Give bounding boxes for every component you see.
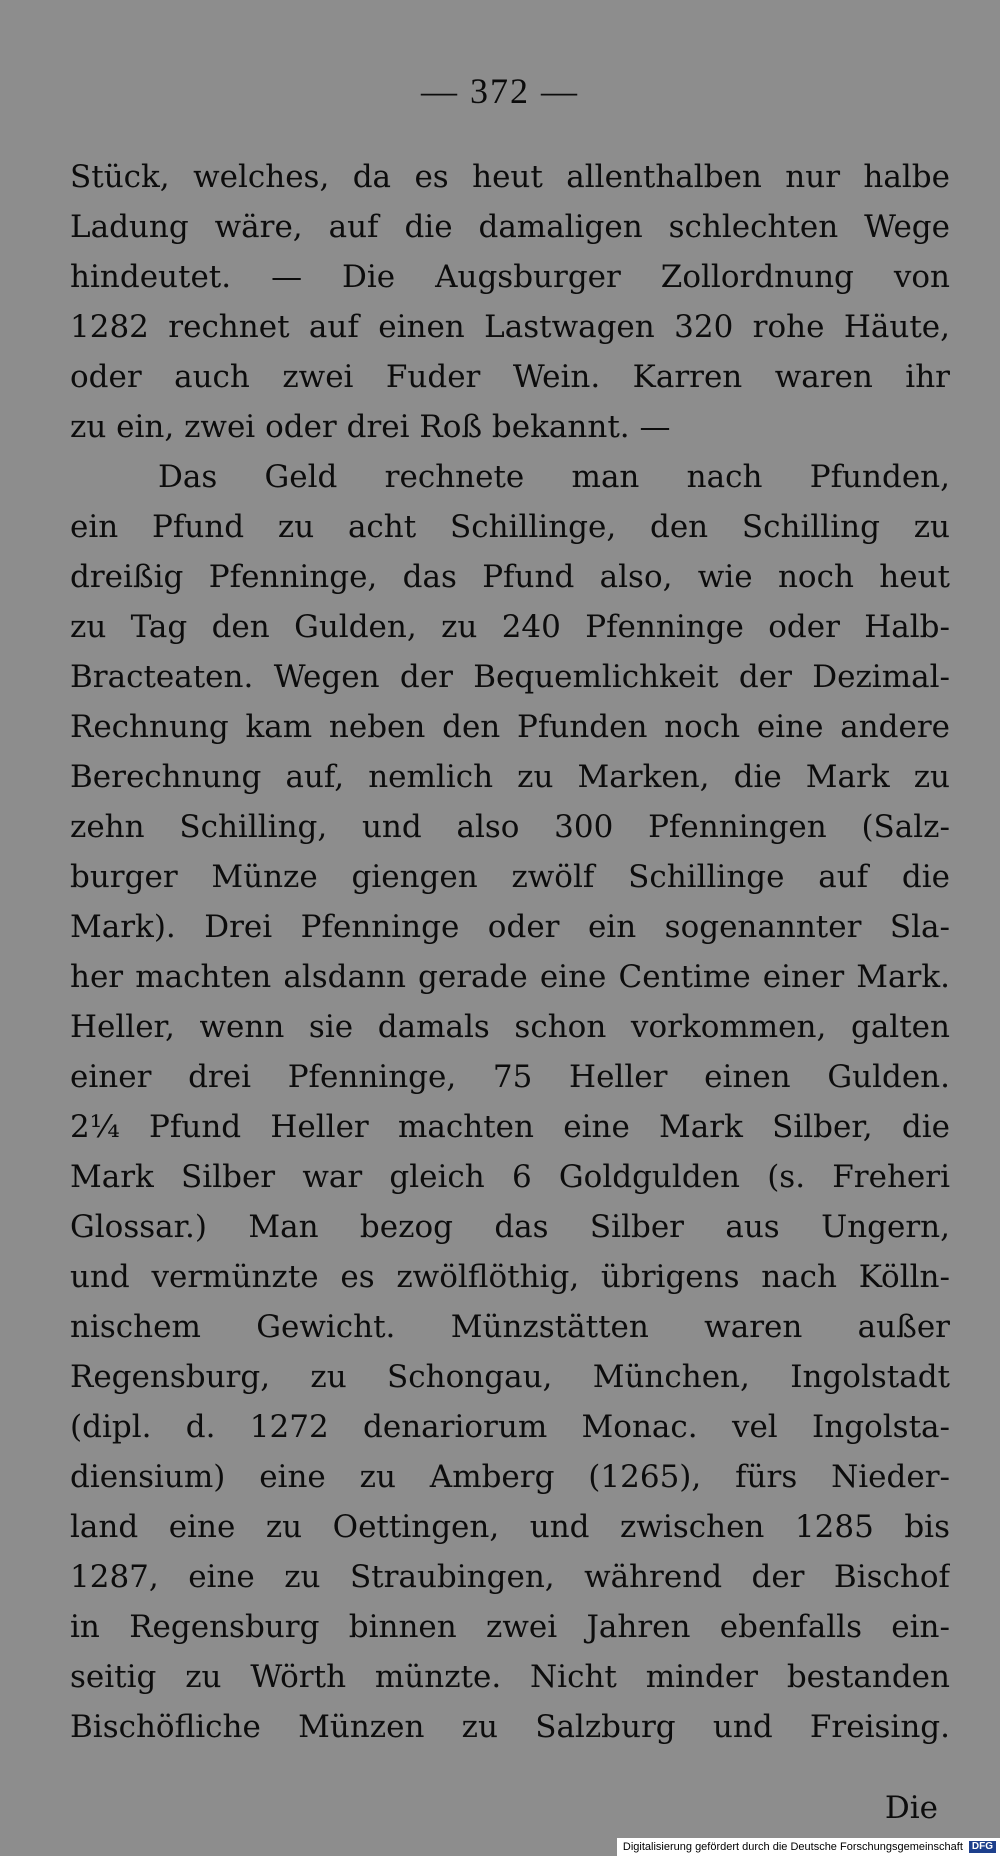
text-line: zehn Schilling, und also 300 Pfenningen (Salz- (70, 809, 950, 845)
text-line: Das Geld rechnete man nach Pfunden, (158, 459, 950, 495)
text-line: Mark). Drei Pfenninge oder ein sogenannter Sla- (70, 909, 950, 945)
paragraph (70, 452, 950, 1752)
text-line: Mark Silber war gleich 6 Goldgulden (s. Freheri (70, 1159, 950, 1195)
text-line: Regensburg, zu Schongau, München, Ingolstadt (70, 1359, 950, 1395)
text-line: oder auch zwei Fuder Wein. Karren waren ihr (70, 359, 950, 395)
text-line: zu Tag den Gulden, zu 240 Pfenninge oder Halb- (70, 609, 950, 645)
text-line: her machten alsdann gerade eine Centime einer Mark. (70, 959, 950, 995)
text-line: einer drei Pfenninge, 75 Heller einen Gulden. (70, 1059, 950, 1095)
text-line: nischem Gewicht. Münzstätten waren außer (70, 1309, 950, 1345)
catchword: Die (884, 1790, 938, 1826)
text-line: Bischöfliche Münzen zu Salzburg und Freising. (70, 1709, 950, 1745)
text-line: Glossar.) Man bezog das Silber aus Ungern, (70, 1209, 950, 1245)
text-line: seitig zu Wörth münzte. Nicht minder bestanden (70, 1659, 950, 1695)
text-line: 2¼ Pfund Heller machten eine Mark Silber, die (70, 1109, 950, 1145)
page-number: — 372 — (421, 71, 579, 111)
text-line: 1287, eine zu Straubingen, während der Bischof (70, 1559, 950, 1595)
paragraph (70, 152, 950, 452)
text-line: ein Pfund zu acht Schillinge, den Schilling zu (70, 509, 950, 545)
footer-text: Digitalisierung gefördert durch die Deutsche Forschungsgemeinschaft (622, 1841, 963, 1853)
text-line: (dipl. d. 1272 denariorum Monac. vel Ingolsta- (70, 1409, 950, 1445)
text-line: hindeutet. — Die Augsburger Zollordnung von (70, 259, 950, 295)
text-line: in Regensburg binnen zwei Jahren ebenfalls ein- (70, 1609, 950, 1645)
page-body (70, 152, 950, 1752)
text-line: Bracteaten. Wegen der Bequemlichkeit der Dezimal- (70, 659, 950, 695)
text-line: land eine zu Oettingen, und zwischen 1285 bis (70, 1509, 950, 1545)
text-line: 1282 rechnet auf einen Lastwagen 320 rohe Häute, (70, 309, 950, 345)
text-line: dreißig Pfenninge, das Pfund also, wie noch heut (70, 559, 950, 595)
text-line: und vermünzte es zwölflöthig, übrigens nach Kölln- (70, 1259, 950, 1295)
text-line: Ladung wäre, auf die damaligen schlechten Wege (70, 209, 950, 245)
text-line: Rechnung kam neben den Pfunden noch eine andere (70, 709, 950, 745)
text-line: Stück, welches, da es heut allenthalben nur halbe (70, 159, 950, 195)
text-line: zu ein, zwei oder drei Roß bekannt. — (70, 409, 671, 445)
text-line: Heller, wenn sie damals schon vorkommen, galten (70, 1009, 950, 1045)
text-line: diensium) eine zu Amberg (1265), fürs Nieder- (70, 1459, 950, 1495)
digitization-footer (617, 1838, 1000, 1856)
text-line: Berechnung auf, nemlich zu Marken, die Mark zu (70, 759, 950, 795)
text-line: burger Münze giengen zwölf Schillinge auf die (70, 859, 950, 895)
dfg-logo: DFG (969, 1841, 996, 1853)
